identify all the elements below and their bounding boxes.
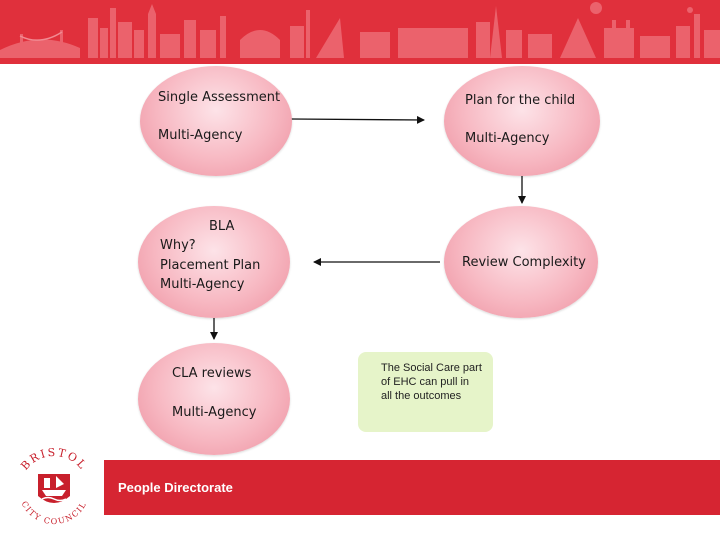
footer-label: People Directorate — [118, 480, 233, 495]
node-plan-subtitle: Multi-Agency — [465, 131, 550, 146]
svg-text:BRISTOL — [18, 446, 89, 473]
node-single-assessment — [140, 66, 292, 176]
logo-top-text: BRISTOL — [18, 445, 90, 473]
node-plan-for-child — [444, 66, 600, 176]
node-cla-reviews — [138, 343, 290, 455]
logo-bottom-text: CITY COUNCIL — [19, 499, 89, 527]
arrow-assessment-to-plan — [291, 119, 424, 120]
node-cla-subtitle: Multi-Agency — [172, 405, 257, 420]
node-bla-title: BLA — [209, 219, 235, 234]
social-care-note: The Social Care part of EHC can pull in all the outcomes — [358, 352, 493, 432]
bristol-city-council-logo — [6, 438, 102, 534]
svg-text:CITY COUNCIL — [19, 500, 88, 526]
node-bla-agency: Multi-Agency — [160, 277, 245, 292]
node-single-assessment-title: Single Assessment — [158, 90, 281, 105]
node-cla-title: CLA reviews — [172, 366, 252, 381]
node-plan-title: Plan for the child — [465, 93, 576, 108]
node-review-title: Review Complexity — [462, 255, 586, 270]
node-bla-why: Why? — [160, 238, 196, 253]
node-single-assessment-subtitle: Multi-Agency — [158, 128, 243, 143]
node-bla-placement: Placement Plan — [160, 258, 261, 273]
